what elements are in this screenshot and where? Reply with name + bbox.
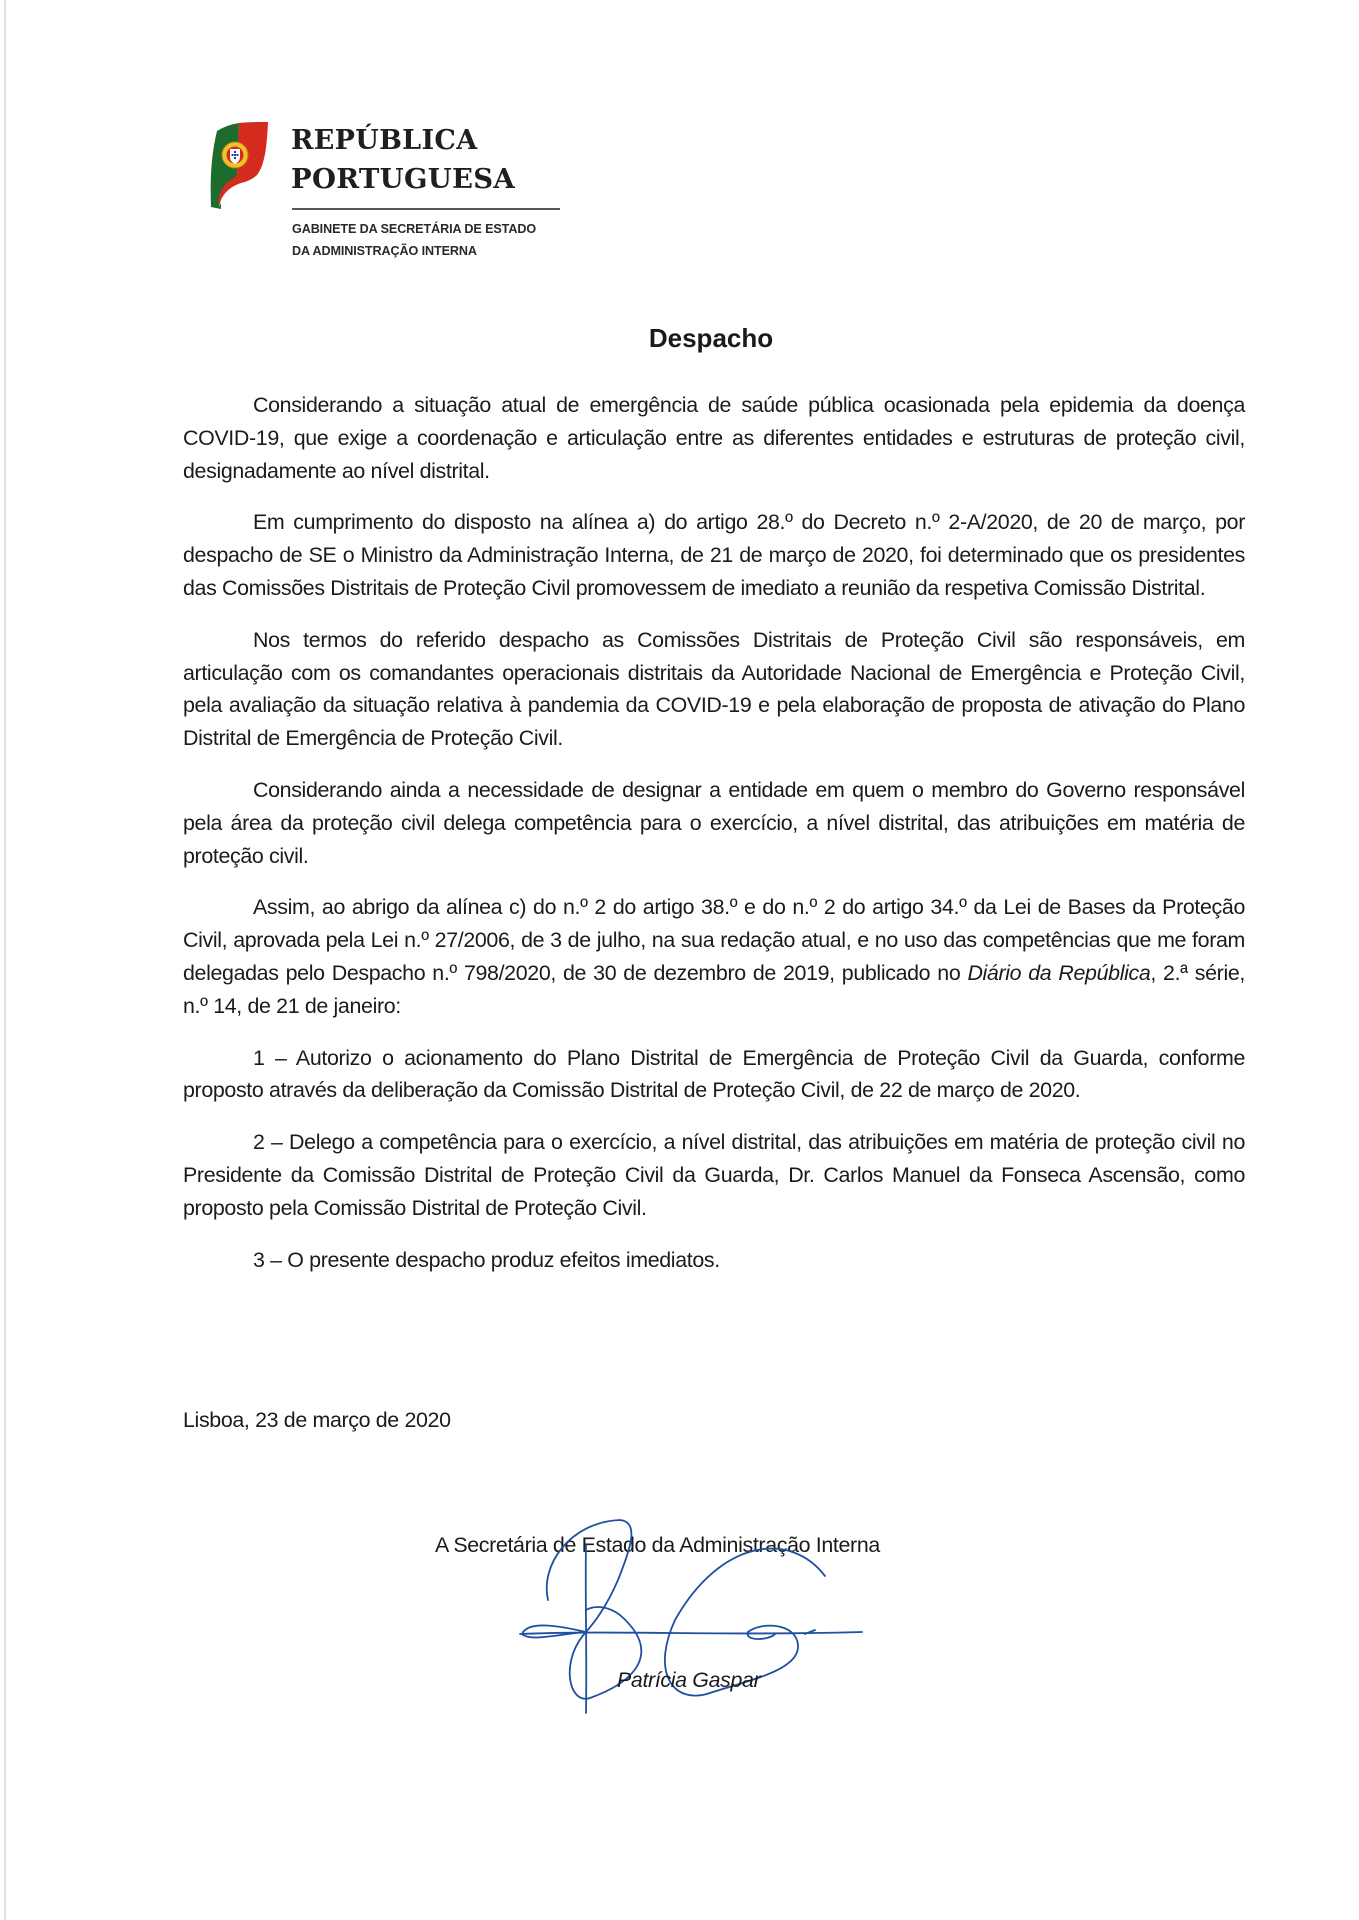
signature-stroke (805, 1630, 815, 1634)
office-name-line1: GABINETE DA SECRETÁRIA DE ESTADO (292, 222, 537, 236)
numbered-item: 1 – Autorizo o acionamento do Plano Distrital de Emergência de Proteção Civil da Guarda, conforme proposto através da deliberação da Comissão Distrital de Proteção Civil, de 22 de março de 2020. (183, 1045, 1245, 1103)
document-title: Despacho (648, 323, 774, 353)
office-name-line2: DA ADMINISTRAÇÃO INTERNA (292, 244, 477, 258)
paragraph: Em cumprimento do disposto na alínea a) do artigo 28.º do Decreto n.º 2-A/2020, de 20 de março, por despacho de SE o Ministro da Administração Interna, de 21 de março de 2020, foi determinado que os presidentes das Comissões Distritais de Proteção Civil promovessem de imediato a reunião da respetiva Comissão Distrital. (183, 510, 1245, 600)
scan-page-edge (4, 0, 6, 1920)
gazette-title: Diário da República (967, 960, 1151, 985)
legal-basis-text: Assim, ao abrigo da alínea c) do n.º 2 do artigo 38.º e do n.º 2 do artigo 34.º da Lei de Bases da Proteção Civil, aprovada pela Lei n.º 27/2006, de 3 de julho, na sua redação atual, e no uso das competências que me foram delegadas pelo Despacho n.º 798/2020, de 30 de dezembro de 2019, publicado no (183, 895, 1245, 985)
paragraph: Considerando a situação atual de emergência de saúde pública ocasionada pela epidemia da doença COVID-19, que exige a coordenação e articulação entre as diferentes entidades e estruturas de proteção civil, designadamente ao nível distrital. (183, 393, 1245, 483)
legal-basis-paragraph (183, 891, 1245, 1022)
document-body (183, 389, 1245, 1295)
brand-name-line1: REPÚBLICA (291, 125, 478, 156)
signatory-name: Patrícia Gaspar (617, 1668, 761, 1692)
signature-stroke (520, 1632, 862, 1634)
signatory-role: A Secretária de Estado da Administração Interna (435, 1533, 880, 1557)
numbered-item: 2 – Delego a competência para o exercício, a nível distrital, das atribuições em matéria de proteção civil no Presidente da Comissão Distrital de Proteção Civil da Guarda, Dr. Carlos Manuel da Fonseca Ascensão, como proposto pela Comissão Distrital de Proteção Civil. (183, 1130, 1245, 1220)
signature-stroke (586, 1545, 587, 1713)
signature-stroke (522, 1625, 586, 1637)
paragraph: Nos termos do referido despacho as Comissões Distritais de Proteção Civil são responsáveis, em articulação com os comandantes operacionais distritais da Autoridade Nacional de Emergência e Proteção Civil, pela avaliação da situação relativa à pandemia da COVID-19 e pela elaboração de proposta de ativação do Plano Distrital de Emergência de Proteção Civil. (183, 627, 1245, 751)
header-divider (292, 208, 560, 210)
brand-name-line2: PORTUGUESA (291, 163, 516, 195)
place-and-date: Lisboa, 23 de março de 2020 (183, 1408, 451, 1432)
numbered-item: 3 – O presente despacho produz efeitos imediatos. (253, 1247, 720, 1272)
republic-logo-icon (207, 121, 269, 209)
paragraph: Considerando ainda a necessidade de designar a entidade em quem o membro do Governo responsável pela área da proteção civil delega competência para o exercício, a nível distrital, das atribuições em matéria de proteção civil. (183, 777, 1245, 868)
legal-basis-text-end: , 2.ª série, n.º 14, de 21 de janeiro: (183, 960, 1246, 1018)
